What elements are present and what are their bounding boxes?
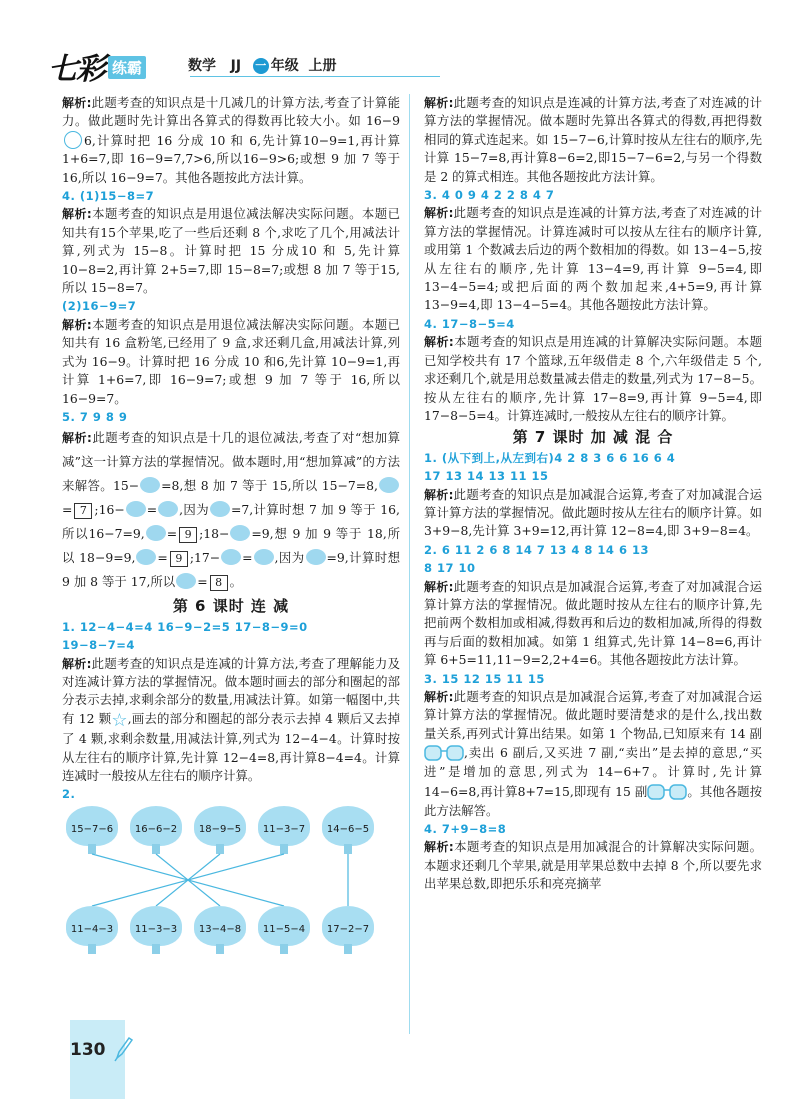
tree-label: 11−4−3 <box>70 923 114 935</box>
pencil-icon <box>113 1036 133 1062</box>
lesson-title: 第 7 课时 加 减 混 合 <box>512 428 674 447</box>
analysis-paragraph <box>424 688 762 820</box>
analysis-label: 解析: <box>424 206 454 221</box>
flower-icon <box>379 477 399 493</box>
analysis-label: 解析: <box>424 335 454 350</box>
tree-matching-diagram <box>62 806 400 956</box>
answer: 3. 15 12 15 11 15 <box>424 671 545 686</box>
text: 本题考查的知识点是用连减的计算解决实际问题。本题已知学校共有 17 个篮球,五年级借走 8 个,六年级借走 5 个,求还剩几个,就是用总数量减去借走的数量,列式为 17−8−5。按从左往右的顺序,先计算 17−8=9,再计算 9−5=4,即 17−8−5=4。计算连减时,一般按从左往右的顺序计算。 <box>424 334 762 423</box>
analysis-label: 解析: <box>62 207 92 222</box>
tree-trunk <box>88 944 96 954</box>
analysis-label: 解析: <box>62 656 92 671</box>
analysis-paragraph <box>62 316 400 408</box>
text: 此题考查的知识点是加减混合运算,考查了对加减混合运算计算方法的掌握情况。做此题时按从左往右的顺序计算,先把前两个数相加或相减,得数再和后边的数相加减,所得的得数再与后面的数相加减。如第 1 组算式,先计算 14−8=6,再计算 6+5=11,11−9=2,2+4=6。其他各题按此方法计算。 <box>424 578 762 668</box>
flower-icon <box>126 501 146 517</box>
tree-trunk <box>280 944 288 954</box>
tree-label: 14−6−5 <box>326 823 370 835</box>
text: =8,想 8 加 7 等于 15,所以 15−7=8, <box>161 478 378 494</box>
answer: 5. 7 9 8 9 <box>62 409 128 424</box>
tree-card <box>66 906 118 954</box>
text: ,卖出 6 副后,又买进 7 副,“卖出”是去掉的意思,“买进”是增加的意思,列式为 14−6+7。计算时,先计算 14−6=8,再计算8+7=15,即现有 15 副 <box>424 745 762 799</box>
tree-card <box>258 906 310 954</box>
answer-box: 7 <box>74 503 92 519</box>
flower-icon <box>176 573 196 589</box>
analysis-paragraph <box>424 204 762 314</box>
brand-box: 练霸 <box>108 56 146 79</box>
text: 本题考查的知识点是用退位减法解决实际问题。本题已知共有15个苹果,吃了一些后还剩 8 个,求吃了几个,用减法计算,列式为 15−8。计算时把 15 分成10 和 5,先计算 10−8=2,再计算 2+5=7,即 15−8=7;或想 8 加 7 等于15,所以 15−8=7。 <box>62 206 400 296</box>
tree-card <box>194 906 246 954</box>
text: = <box>242 550 253 566</box>
answer-box: 9 <box>170 551 188 567</box>
flower-icon <box>158 501 178 517</box>
analysis-label: 解析: <box>62 431 92 446</box>
flower-icon <box>221 549 241 565</box>
text: 此题考查的知识点是十几减几的计算方法,考查了计算能力。做此题时先计算出各算式的得数再比较大小。如 16−9 <box>62 95 400 129</box>
answer: 2. 6 11 2 6 8 14 7 13 4 8 14 6 13 <box>424 542 649 557</box>
answer-box: 8 <box>210 575 228 591</box>
page-header <box>40 44 400 87</box>
edition: JJ <box>230 58 242 74</box>
tree-label: 11−5−4 <box>262 923 306 935</box>
text: 6,计算时把 16 分成 10 和 6,先计算10−9=1,再计算 1+6=7,即 16−9=7,7>6,所以16−9>6;或想 9 加 7 等于 16,所以 16−9=7。其他各题按此方法计算。 <box>62 132 400 185</box>
tree-card <box>322 906 374 954</box>
analysis-paragraph <box>62 205 400 297</box>
tree-trunk <box>344 944 352 954</box>
analysis-paragraph <box>424 838 762 893</box>
analysis-paragraph <box>424 94 762 186</box>
text: =9,计算时想 9 加 8 等于 17,所以 <box>62 550 400 590</box>
text: 。 <box>229 574 242 590</box>
analysis-label: 解析: <box>424 487 454 502</box>
answer: 1. (从下到上,从左到右)4 2 8 3 6 6 16 6 4 <box>424 450 676 465</box>
answer: 4. 17−8−5=4 <box>424 316 515 331</box>
analysis-paragraph <box>424 578 762 670</box>
tree-card <box>130 906 182 954</box>
text: 此题考查的知识点是连减的计算方法,考查了对连减的计算方法的掌握情况。做本题时先算出各算式的得数,再把得数相同的算式连起来。如 15−7−6,计算时按从左往右的顺序,先计算 15−7=8,再计算8−6=2,即15−7−6=2,与另一个得数是 2 的算式相连。其他各题按此方法计算。 <box>424 95 762 184</box>
text: = <box>146 502 158 518</box>
grade: 年级 <box>270 58 299 74</box>
analysis-paragraph <box>424 333 762 425</box>
flower-icon <box>136 549 156 565</box>
analysis-paragraph <box>62 94 400 187</box>
answer-box: 9 <box>179 527 197 543</box>
text: 此题考查的知识点是十几的退位减法,考查了对“想加算减”这一计算方法的掌握情况。做本题时,用“想加算减”的方法来解答。15− <box>62 430 400 494</box>
text: 。其他各题按此方法解答。 <box>424 783 762 818</box>
brand-logo <box>48 44 146 88</box>
analysis-label: 解析: <box>424 840 454 855</box>
flower-icon <box>306 549 326 565</box>
text: ,因为 <box>274 550 305 566</box>
analysis-paragraph <box>62 655 400 786</box>
text: 本题考查的知识点是用退位减法解决实际问题。本题已知共有 16 盒粉笔,已经用了 9 盒,求还剩几盒,用减法计算,列式为 16−9。计算时把 16 分成 10 和6,先计算 10−9=1,再计算 1+6=7,即 16−9=7;或想 9 加 7 等于 16,所以 16−9=7。 <box>62 316 400 406</box>
right-column <box>424 94 762 894</box>
answer: 3. 4 0 9 4 2 2 8 4 7 <box>424 188 555 203</box>
text: 此题考查的知识点是连减的计算方法,考查了理解能力及对连减计算方法的掌握情况。做本题时画去的部分和圈起的部分表示去掉,求剩余部分的数量,用减法计算。如第一幅图中,共有 12 颗 <box>62 655 400 726</box>
left-column <box>62 94 400 956</box>
tree-label: 15−7−6 <box>70 823 114 835</box>
text: 此题考查的知识点是加减混合运算,考查了对加减混合运算计算方法的掌握情况。做此题时要清楚求的是什么,找出数量关系,再列式计算出结果。如第 1 个物品,已知原来有 14 副 <box>424 689 762 741</box>
star-icon: ☆ <box>111 709 128 731</box>
tree-trunk <box>216 944 224 954</box>
answer: (2)16−9=7 <box>62 299 137 314</box>
grade-badge: 一 <box>253 58 269 74</box>
flower-icon <box>254 549 274 565</box>
text: ;17− <box>189 550 221 566</box>
analysis-paragraph <box>62 426 400 594</box>
analysis-label: 解析: <box>424 690 454 704</box>
answer: 1. 12−4−4=4 16−9−2=5 17−8−9=0 <box>62 619 308 634</box>
answer: 8 17 10 <box>424 561 476 576</box>
analysis-label: 解析: <box>424 579 454 594</box>
analysis-label: 解析: <box>424 96 454 110</box>
text: = <box>157 550 168 566</box>
book-meta <box>188 55 337 75</box>
text: =9,想 9 加 9 等于 18,所以 18−9=9, <box>62 526 400 566</box>
lesson-title: 第 6 课时 连 减 <box>172 597 290 616</box>
text: = <box>62 502 73 518</box>
column-divider <box>409 94 410 1034</box>
text: =7,计算时想 7 加 9 等于 16,所以16−7=9, <box>62 502 400 542</box>
tree-label: 18−9−5 <box>198 823 242 835</box>
tree-label: 11−3−3 <box>134 923 178 935</box>
glasses-icon <box>647 782 687 802</box>
flower-icon <box>210 501 230 517</box>
flower-icon <box>140 477 160 493</box>
text: ;18− <box>199 526 230 542</box>
text: = <box>166 526 178 542</box>
analysis-label: 解析: <box>62 96 92 110</box>
text: ,因为 <box>179 502 209 518</box>
text: = <box>197 574 208 590</box>
analysis-label: 解析: <box>62 317 92 332</box>
analysis-paragraph <box>424 486 762 541</box>
subject: 数学 <box>188 58 216 74</box>
blank-circle <box>64 131 82 149</box>
flower-icon <box>230 525 250 541</box>
answer: 19−8−7=4 <box>62 638 135 653</box>
answer: 4. (1)15−8=7 <box>62 189 155 204</box>
tree-label: 13−4−8 <box>198 923 242 935</box>
tree-label: 11−3−7 <box>262 823 306 835</box>
left-margin <box>0 30 40 1099</box>
text: 此题考查的知识点是加减混合运算,考查了对加减混合运算计算方法的掌握情况。做此题时按从左往右的顺序计算。如 3+9−8,先计算 3+9=12,再计算 12−8=4,即 3+9−8=4。 <box>424 486 762 539</box>
tree-label: 16−6−2 <box>134 823 178 835</box>
text: 本题考查的知识点是用加减混合的计算解决实际问题。本题求还剩几个苹果,就是用苹果总数中去掉 8 个,所以要先求出苹果总数,即把乐乐和亮亮摘苹 <box>424 839 762 892</box>
tree-trunk <box>152 944 160 954</box>
brand-main: 七彩 <box>48 52 104 87</box>
flower-icon <box>146 525 166 541</box>
text: 此题考查的知识点是连减的计算方法,考查了对连减的计算方法的掌握情况。计算连减时可以按从左往右的顺序计算,或用第 1 个数减去后边的两个数相加的得数。如 13−4−5,按从左往右的顺序,先计算 13−4=9,再计算 9−5=4,即 13−4−5=4;或把后面的两个数加起来,4+5=9,再计算 13−9=4,即 13−4−5=4。其他各题按此方法计算。 <box>424 205 762 313</box>
answer: 2. <box>62 787 76 802</box>
page-number: 130 <box>70 1040 106 1060</box>
glasses-icon <box>424 743 464 763</box>
answer: 17 13 14 13 11 15 <box>424 469 549 484</box>
answer: 4. 7+9−8=8 <box>424 822 507 837</box>
volume: 上册 <box>308 58 337 74</box>
text: ;16− <box>94 502 125 518</box>
text: ,画去的部分和圈起的部分表示去掉 4 颗后又去掉了 4 颗,求剩余数量,用减法计算,列式为 12−4−4。计算时按从左往右的顺序计算,先计算 12−4=8,再计算8−4=4。计算连减时一般按从左往右的顺序计算。 <box>62 710 400 783</box>
header-rule <box>190 76 440 77</box>
tree-label: 17−2−7 <box>326 923 370 935</box>
